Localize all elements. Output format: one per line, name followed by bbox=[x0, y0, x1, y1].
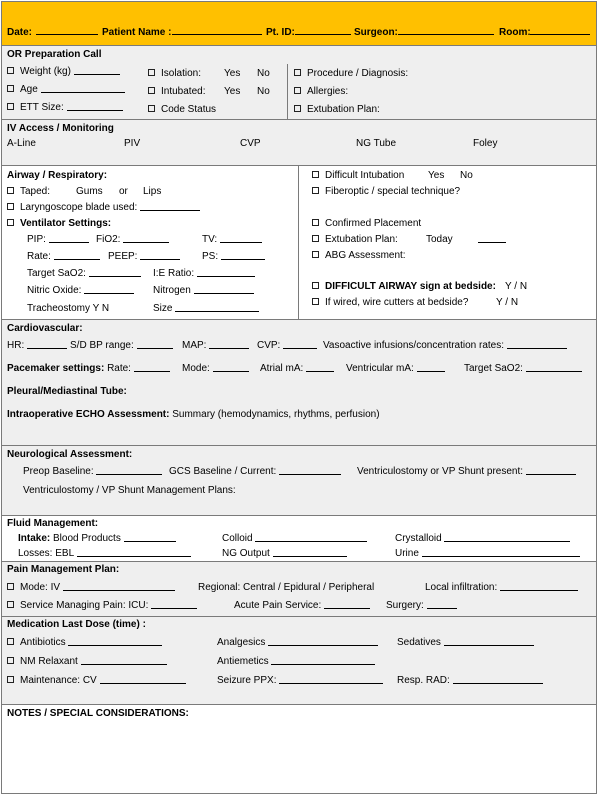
difficult-intubation-checkbox[interactable] bbox=[312, 171, 319, 178]
cvp-field[interactable] bbox=[283, 340, 317, 349]
notes-section[interactable] bbox=[2, 705, 596, 793]
difficult-airway-sign-checkbox[interactable] bbox=[312, 282, 319, 289]
or-prep-section: OR Preparation Call Weight (kg) Age ETT Size: Isolation: Yes No Intubated: Yes No Code Status Procedure / Diagnosis: Allergies: Extubation Plan: bbox=[2, 46, 596, 120]
section-title: IV Access / Monitoring bbox=[7, 123, 114, 134]
section-title: NOTES / SPECIAL CONSIDERATIONS: bbox=[7, 708, 189, 719]
piv-label[interactable]: PIV bbox=[124, 138, 141, 149]
nitrogen-field[interactable] bbox=[194, 285, 254, 294]
date-label: Date: bbox=[7, 27, 33, 38]
cardiovascular-section: Cardiovascular: HR: S/D BP range: MAP: CVP: Vasoactive infusions/concentration rates: Pacemaker settings: Rate: Mode: Atrial mA: Ventricular mA: Target SaO2: Pleural/Mediastinal Tube: Intraoperative ECHO Assessment: Summary (hemodynamics, rhythms, perfusion) bbox=[2, 320, 596, 446]
icu-field[interactable] bbox=[151, 600, 197, 609]
ventilator-checkbox[interactable] bbox=[7, 219, 14, 226]
aline-label[interactable]: A-Line bbox=[7, 138, 36, 149]
weight-checkbox[interactable] bbox=[7, 67, 14, 74]
taped-checkbox[interactable] bbox=[7, 187, 14, 194]
section-title: Pain Management Plan: bbox=[7, 564, 120, 575]
trach-size-field[interactable] bbox=[175, 303, 259, 312]
ebl-field[interactable] bbox=[77, 548, 191, 557]
seizure-ppx-field[interactable] bbox=[279, 675, 383, 684]
ps-field[interactable] bbox=[221, 251, 265, 260]
atrial-ma-field[interactable] bbox=[306, 363, 334, 372]
confirmed-placement-checkbox[interactable] bbox=[312, 219, 319, 226]
pain-mode-checkbox[interactable] bbox=[7, 583, 14, 590]
ng-output-field[interactable] bbox=[273, 548, 347, 557]
gcs-field[interactable] bbox=[279, 466, 341, 475]
intubated-checkbox[interactable] bbox=[148, 87, 155, 94]
urine-field[interactable] bbox=[422, 548, 580, 557]
pacer-mode-field[interactable] bbox=[213, 363, 249, 372]
trach-label: Tracheostomy Y N bbox=[27, 303, 110, 314]
isolation-checkbox[interactable] bbox=[148, 69, 155, 76]
pain-section: Pain Management Plan: Mode: IV Regional: Central / Epidural / Peripheral Local infiltration: Service Managing Pain: ICU: Acute Pain Service: Surgery: bbox=[2, 562, 596, 617]
laryngoscope-field[interactable] bbox=[140, 202, 200, 211]
extubation-plan-checkbox[interactable] bbox=[294, 105, 301, 112]
date-field[interactable] bbox=[36, 26, 98, 35]
sedatives-field[interactable] bbox=[444, 637, 534, 646]
shunt-plans-label: Ventriculostomy / VP Shunt Management Plans: bbox=[23, 485, 236, 496]
ng-tube-label[interactable]: NG Tube bbox=[356, 138, 397, 149]
procedure-checkbox[interactable] bbox=[294, 69, 301, 76]
pacer-target-sao2-field[interactable] bbox=[526, 363, 582, 372]
patient-name-field[interactable] bbox=[172, 26, 262, 35]
pt-id-field[interactable] bbox=[295, 26, 351, 35]
colloid-field[interactable] bbox=[255, 533, 367, 542]
fio2-field[interactable] bbox=[123, 234, 169, 243]
vasoactive-field[interactable] bbox=[507, 340, 567, 349]
code-status-checkbox[interactable] bbox=[148, 105, 155, 112]
room-label: Room: bbox=[499, 27, 531, 38]
divider bbox=[298, 166, 299, 320]
map-field[interactable] bbox=[209, 340, 249, 349]
peep-field[interactable] bbox=[140, 251, 180, 260]
ett-checkbox[interactable] bbox=[7, 103, 14, 110]
surgeon-label: Surgeon: bbox=[354, 27, 398, 38]
fiberoptic-checkbox[interactable] bbox=[312, 187, 319, 194]
section-title: Cardiovascular: bbox=[7, 323, 83, 334]
cvp-label[interactable]: CVP bbox=[240, 138, 261, 149]
abg-checkbox[interactable] bbox=[312, 251, 319, 258]
age-field[interactable] bbox=[41, 84, 125, 93]
nm-relaxant-checkbox[interactable] bbox=[7, 657, 14, 664]
extubation-checkbox[interactable] bbox=[312, 235, 319, 242]
analgesics-field[interactable] bbox=[268, 637, 378, 646]
hr-field[interactable] bbox=[27, 340, 67, 349]
or-handoff-form bbox=[1, 1, 597, 794]
ventricular-ma-field[interactable] bbox=[417, 363, 445, 372]
iv-access-section bbox=[2, 120, 596, 166]
wire-cutters-checkbox[interactable] bbox=[312, 298, 319, 305]
bp-range-field[interactable] bbox=[137, 340, 173, 349]
medication-section: Medication Last Dose (time) : Antibiotics Analgesics Sedatives NM Relaxant Antiemetics Maintenance: CV Seizure PPX: Resp. RAD: bbox=[2, 617, 596, 705]
pacer-rate-field[interactable] bbox=[134, 363, 170, 372]
antibiotics-field[interactable] bbox=[68, 637, 162, 646]
airway-section: Airway / Respiratory: Taped: Gums or Lips Laryngoscope blade used: Ventilator Settings: PIP: FiO2: TV: Rate: PEEP: PS: Target SaO2: I:E Ratio: Nitric Oxide: Nitrogen Tracheostomy Y N Size Difficult Intubation Yes No Fiberoptic / special technique? Confirmed Placement Extubation Plan: Today ABG Assessment: DIFFICULT AIRWAY sign at bedside: Y / N If wired, wire cutters at bedside? Y / N bbox=[2, 166, 596, 320]
acute-pain-field[interactable] bbox=[324, 600, 370, 609]
antiemetics-field[interactable] bbox=[271, 656, 375, 665]
neuro-section: Neurological Assessment: Preop Baseline: GCS Baseline / Current: Ventriculostomy or VP Shunt present: Ventriculostomy / VP Shunt Management Plans: bbox=[2, 446, 596, 516]
patient-name-label: Patient Name : bbox=[102, 27, 172, 38]
nm-relaxant-field[interactable] bbox=[81, 656, 167, 665]
room-field[interactable] bbox=[530, 26, 590, 35]
preop-baseline-field[interactable] bbox=[96, 466, 162, 475]
regional-label: Regional: Central / Epidural / Peripheral bbox=[198, 582, 375, 593]
surgery-field[interactable] bbox=[427, 600, 457, 609]
maintenance-cv-field[interactable] bbox=[100, 675, 186, 684]
age-checkbox[interactable] bbox=[7, 85, 14, 92]
section-title: Neurological Assessment: bbox=[7, 449, 133, 460]
tv-field[interactable] bbox=[220, 234, 262, 243]
local-infiltration-field[interactable] bbox=[500, 582, 578, 591]
blood-products-field[interactable] bbox=[124, 533, 176, 542]
pain-service-checkbox[interactable] bbox=[7, 601, 14, 608]
laryngoscope-checkbox[interactable] bbox=[7, 203, 14, 210]
fluid-section: Fluid Management: Intake: Blood Products Colloid Crystalloid Losses: EBL NG Output Urine bbox=[2, 516, 596, 562]
section-title: Fluid Management: bbox=[7, 518, 99, 529]
nitric-oxide-field[interactable] bbox=[84, 285, 134, 294]
pt-id-label: Pt. ID: bbox=[266, 27, 295, 38]
today-field[interactable] bbox=[478, 234, 506, 243]
section-title: Airway / Respiratory: bbox=[7, 170, 108, 181]
surgeon-field[interactable] bbox=[398, 26, 494, 35]
target-sao2-field[interactable] bbox=[89, 268, 141, 277]
resp-rad-field[interactable] bbox=[453, 675, 543, 684]
ett-field[interactable] bbox=[67, 102, 123, 111]
section-title: OR Preparation Call bbox=[7, 49, 102, 60]
antibiotics-checkbox[interactable] bbox=[7, 638, 14, 645]
shunt-present-field[interactable] bbox=[526, 466, 576, 475]
allergies-checkbox[interactable] bbox=[294, 87, 301, 94]
rate-field[interactable] bbox=[54, 251, 100, 260]
foley-label[interactable]: Foley bbox=[473, 138, 498, 149]
pip-field[interactable] bbox=[49, 234, 89, 243]
weight-field[interactable] bbox=[74, 66, 120, 75]
crystalloid-field[interactable] bbox=[444, 533, 570, 542]
divider bbox=[287, 64, 288, 120]
section-title: Medication Last Dose (time) : bbox=[7, 619, 146, 630]
maintenance-checkbox[interactable] bbox=[7, 676, 14, 683]
pain-iv-field[interactable] bbox=[63, 582, 175, 591]
pleural-label: Pleural/Mediastinal Tube: bbox=[7, 386, 127, 397]
header-bar bbox=[2, 2, 596, 46]
ie-ratio-field[interactable] bbox=[197, 268, 255, 277]
